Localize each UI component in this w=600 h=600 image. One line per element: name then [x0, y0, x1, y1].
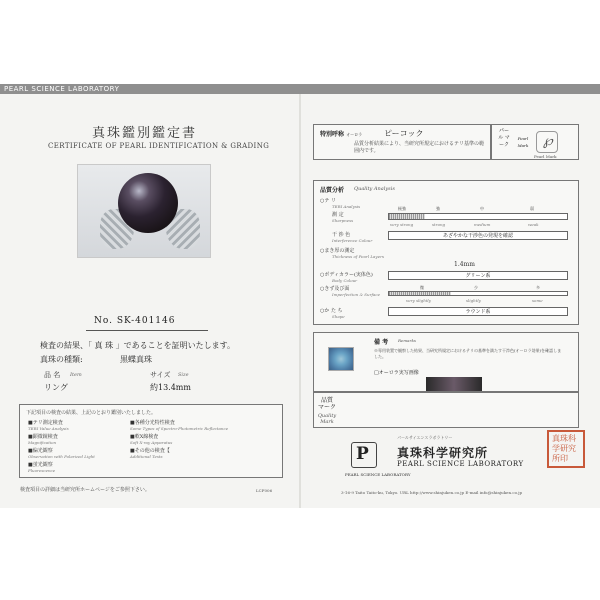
black-pearl — [118, 173, 178, 233]
size-value: 約13.4mm — [150, 383, 191, 392]
surface-scale-en-1: slightly — [466, 298, 481, 303]
pearl-kind-value: 黒蝶真珠 — [120, 355, 152, 364]
pearl-mark-box — [491, 124, 579, 160]
pearl-mark-logo — [536, 131, 558, 153]
quality-analysis-box — [313, 180, 579, 325]
special-name-note: 品質分析結果により、当研究所規定におけるテリ基準の範囲内です。 — [354, 141, 485, 154]
certificate-title-jp: 真珠鑑別鑑定書 — [92, 126, 198, 141]
test-methods-box — [19, 404, 283, 478]
quality-title: 品質分析 — [320, 187, 345, 194]
pearl-mark-caption: Pearl Mark — [534, 154, 557, 159]
lab-p-icon: P — [356, 444, 369, 464]
teri-scale-en-1: strong — [432, 222, 446, 227]
left-page — [0, 94, 300, 508]
lab-address: 3-16-9 Taito Taito-ku, Tokyo. URL http://www.shinjuken.co.jp E-mail info@shinjuken.co.jp — [341, 490, 523, 495]
lab-name-kana: パールサイエンスラボラトリー — [397, 435, 453, 440]
pearl-kind-label: 真珠の種類: — [40, 355, 83, 364]
surface-scale-en-2: some — [532, 298, 543, 303]
nacre-value: 1.4mm — [454, 261, 475, 268]
certificate-number-underline — [86, 330, 208, 331]
teri-measure-en: Sharpness — [332, 218, 354, 223]
lab-name-en: PEARL SCIENCE LABORATORY — [397, 460, 524, 468]
method-item: ■偏光観察 Observation with Polarized Light — [28, 448, 95, 459]
aurora-image-checkbox: □オーロラ実写画像 — [374, 370, 419, 376]
method-item: ■各種分光特性検査 Some Types of Spectro-Photometric Reflectance — [130, 420, 229, 431]
special-name-box — [313, 124, 491, 160]
pearl-mark-icon: ℘ — [543, 133, 553, 149]
teri-scale-3: 弱 — [530, 206, 534, 211]
remarks-title-en: Remarks — [398, 338, 416, 343]
remarks-title: 備 考 — [374, 339, 389, 346]
body-colour-label: ○ボディカラー(実体色) — [320, 272, 373, 278]
interference-value: あざやかな干渉色の発現を確認 — [388, 231, 568, 240]
surface-scale-2: 多 — [536, 285, 540, 290]
teri-scale-2: 中 — [480, 206, 484, 211]
method-item: ■テリ測定検査 TERI Value Analysis — [28, 420, 69, 431]
teri-scale-en-3: weak — [528, 222, 539, 227]
right-page — [301, 94, 600, 508]
method-item: ■蛍光観察 Fluorescence — [28, 462, 56, 473]
remarks-text: ※専用装置で観察した結果、当研究所規定におけるテリの基準を満たす干渉色(オーロラ効果)を確認しました。 — [374, 348, 562, 359]
body-colour-label-en: Body Colour — [332, 278, 358, 283]
body-colour-value: グリーン系 — [388, 271, 568, 280]
surface-scale-bar — [388, 291, 568, 296]
lab-seal-logo — [351, 442, 377, 468]
surface-scale-0: 微 — [420, 285, 424, 290]
surface-scale-fill — [389, 292, 451, 295]
interference-label: 干 渉 色 — [332, 232, 351, 238]
lab-seal-caption: PEARL SCIENCE LABORATORY — [345, 472, 411, 477]
certificate-number: No. SK-401146 — [94, 316, 176, 326]
result-statement: 検査の結果、「 真 珠 」であることを証明いたします。 — [40, 341, 235, 350]
shape-label: ○か た ち — [320, 308, 343, 314]
form-code: LCF006 — [256, 488, 273, 493]
teri-scale-0: 極強 — [398, 206, 406, 211]
banner — [0, 84, 600, 94]
teri-label: ○テ リ — [320, 198, 336, 204]
method-item: ■その他の検査【 Additional Tests — [130, 448, 170, 459]
banner-text: PEARL SCIENCE LABORATORY — [4, 85, 120, 93]
shape-value: ラウンド系 — [388, 307, 568, 316]
stamp-text: 真珠科学研究所印 — [552, 434, 576, 463]
quality-title-en: Quality Analysis — [354, 186, 395, 192]
item-label: 品 名 — [44, 371, 61, 379]
surface-label-en: Imperfection & Surface — [332, 292, 380, 297]
item-value: リング — [44, 383, 68, 392]
teri-scale-1: 強 — [436, 206, 440, 211]
quality-mark-label: 品質 マーク — [318, 397, 337, 411]
teri-scale-en-2: medium — [474, 222, 491, 227]
teri-measure-label: 測 定 — [332, 212, 344, 218]
special-name-label: 特別呼称 オーロラ — [320, 131, 363, 138]
surface-label: ○きず及び面 — [320, 286, 350, 292]
surface-scale-1: 少 — [474, 285, 478, 290]
shape-label-en: Shape — [332, 314, 345, 319]
special-name-value: ピーコック — [384, 129, 424, 138]
certificate-title-en: CERTIFICATE OF PEARL IDENTIFICATION & GRADING — [48, 142, 270, 150]
surface-scale-en-0: very slightly — [406, 298, 431, 303]
teri-scale-bar — [388, 213, 568, 220]
pearl-mark-label: パール マーク — [498, 128, 510, 148]
official-stamp — [547, 430, 585, 468]
nacre-label-en: Thickness of Pearl Layers — [332, 254, 385, 259]
quality-mark-box — [313, 392, 579, 428]
remarks-box — [313, 332, 579, 392]
aurora-colour-swatch — [328, 347, 354, 371]
certificate — [0, 84, 600, 508]
lab-name-jp: 真珠科学研究所 — [397, 446, 489, 460]
methods-heading: 下記項目の検査の結果、上記のとおり鑑別いたしました。 — [26, 410, 157, 416]
methods-footer: 検査項目の詳細は当研究所ホームページをご参照下さい。 — [20, 487, 150, 493]
size-label-en: Size — [178, 372, 189, 378]
method-item: ■軟X線検査 Soft X-ray Apparatus — [130, 434, 173, 445]
pearl-mark-label-en: Pearl Mark — [517, 136, 529, 148]
item-label-en: Item — [70, 372, 82, 378]
interference-label-en: Interference Colour — [332, 238, 373, 243]
teri-label-en: TERI Analysis — [332, 204, 361, 209]
pearl-ring-photo — [77, 164, 211, 258]
teri-scale-fill — [389, 214, 425, 219]
teri-scale-en-0: very strong — [390, 222, 414, 227]
method-item: ■顕微鏡検査 Magnification — [28, 434, 58, 445]
size-label: サイズ — [150, 371, 171, 379]
quality-mark-label-en: Quality Mark — [317, 413, 337, 425]
aurora-photo — [426, 377, 482, 391]
nacre-label: ○まき厚の測定 — [320, 248, 355, 254]
